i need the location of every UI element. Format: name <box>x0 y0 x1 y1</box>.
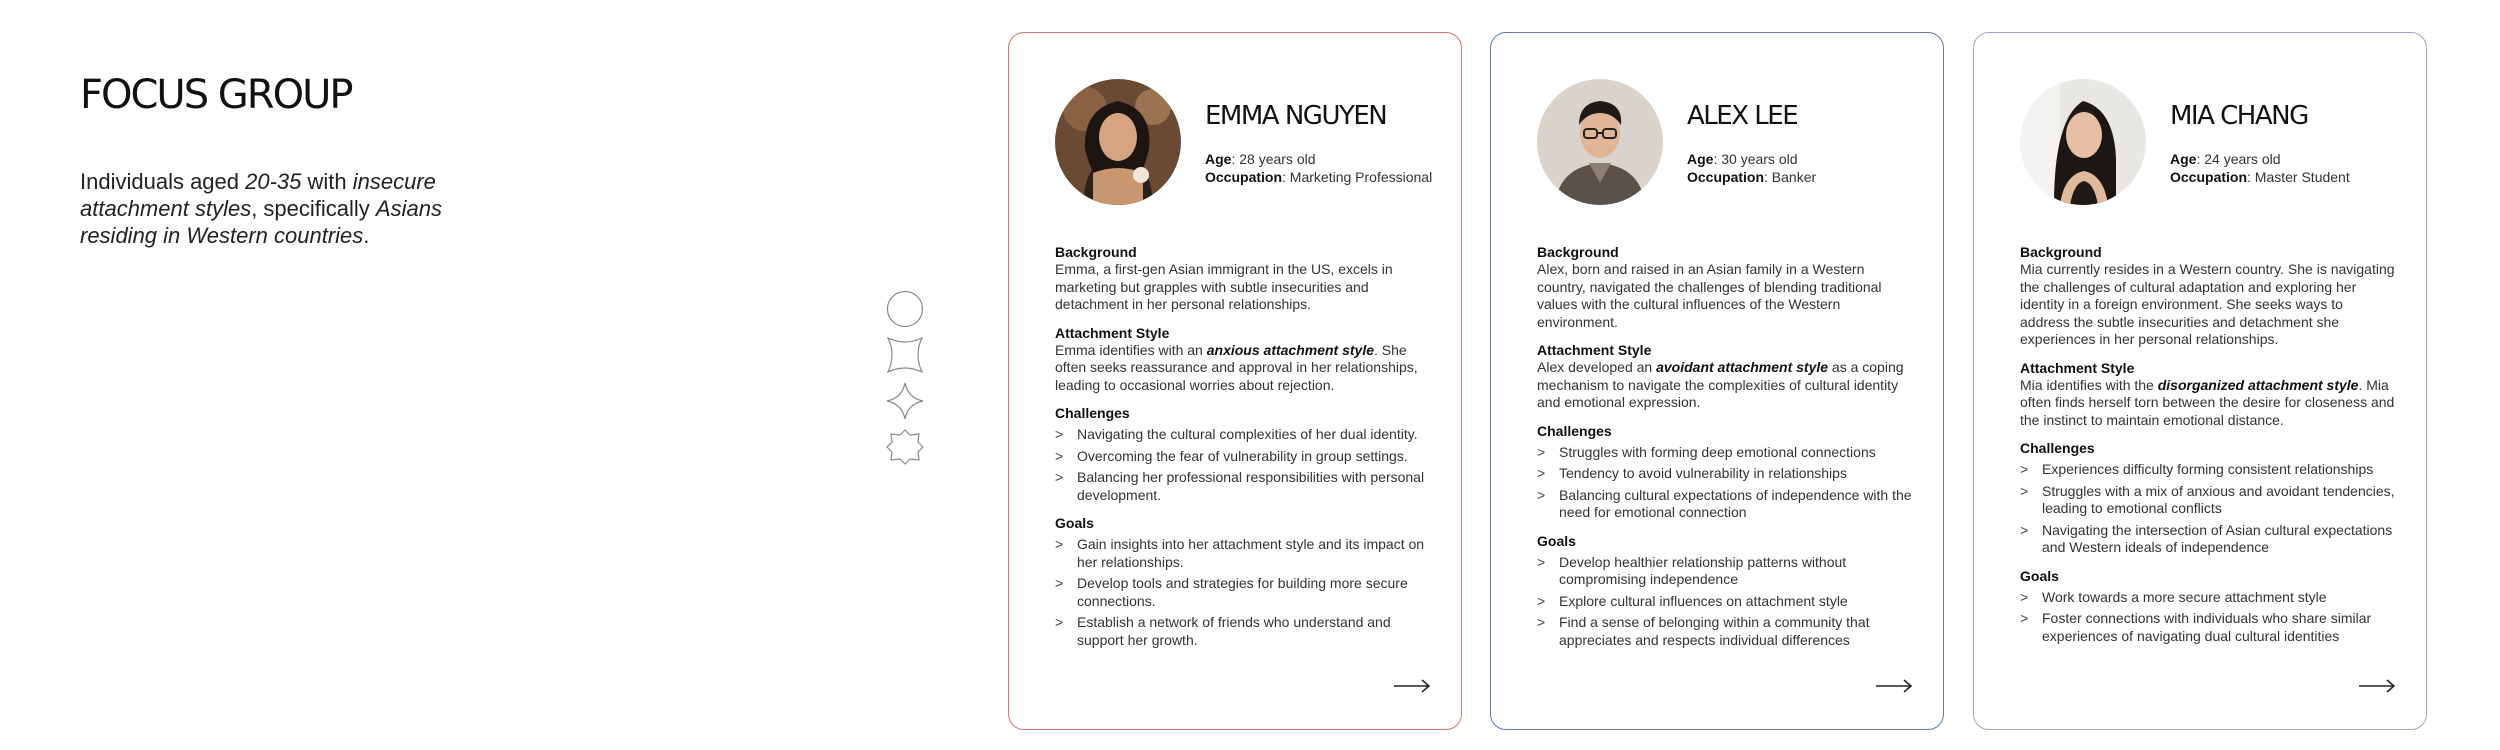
intro-age-range: 20-35 <box>245 169 302 194</box>
background-text: Alex, born and raised in an Asian family in a Western country, navigated the challenges of blending traditional values with the cultural influences of the Western environment. <box>1537 261 1882 330</box>
intro-part-1: Individuals aged <box>80 169 246 194</box>
age-label: Age <box>1205 151 1232 167</box>
goals-list <box>1537 554 1913 650</box>
persona-details <box>1537 243 1913 659</box>
list-item: > Foster connections with individuals who share similar experiences of navigating dual cultural identities <box>2020 610 2396 645</box>
pinched-square-shape-icon <box>886 336 924 374</box>
age-value: : 28 years old <box>1231 151 1316 167</box>
intro-part-4: . <box>363 223 370 248</box>
persona-card-emma <box>1008 32 1462 730</box>
challenges-heading: Challenges <box>1055 405 1130 421</box>
avatar-mia <box>2020 79 2146 205</box>
persona-card-alex <box>1490 32 1944 730</box>
circle-shape-icon <box>886 290 924 328</box>
avatar-emma <box>1055 79 1181 205</box>
persona-name: ALEX LEE <box>1687 101 1798 131</box>
challenges-heading: Challenges <box>2020 440 2095 456</box>
four-point-star-shape-icon <box>886 382 924 420</box>
attachment-heading: Attachment Style <box>2020 359 2135 376</box>
occupation-label: Occupation <box>1687 169 1765 185</box>
attachment-text <box>1055 342 1431 395</box>
persona-details <box>1055 243 1431 659</box>
list-item: > Develop tools and strategies for building more secure connections. <box>1055 575 1431 610</box>
intro-group-term: Asians residing in Western countries <box>80 196 442 248</box>
goals-list <box>1055 536 1431 649</box>
persona-details <box>2020 243 2396 655</box>
decorative-shapes <box>886 290 930 474</box>
occupation-label: Occupation <box>2170 169 2248 185</box>
challenges-list <box>2020 461 2396 557</box>
list-item: > Struggles with a mix of anxious and avoidant tendencies, leading to emotional conflicts <box>2020 483 2396 518</box>
persona-meta <box>1205 150 1432 186</box>
background-text: Mia currently resides in a Western country. She is navigating the challenges of cultural adaptation and exploring her identity in a foreign environment. She seeks ways to address the subtle insecurities and detachment she experiences in her personal relationships. <box>2020 261 2395 347</box>
intro-text <box>80 168 480 249</box>
list-item: > Struggles with forming deep emotional connections <box>1537 444 1913 462</box>
persona-name: MIA CHANG <box>2170 101 2308 131</box>
next-arrow-icon[interactable] <box>2358 679 2396 693</box>
age-value: : 24 years old <box>2196 151 2281 167</box>
attachment-pre: Mia identifies with the <box>2020 376 2158 393</box>
background-heading: Background <box>1055 244 1137 260</box>
list-item: > Work towards a more secure attachment style <box>2020 589 2396 607</box>
list-item: > Find a sense of belonging within a community that appreciates and respects individual differences <box>1537 614 1913 649</box>
page-title: FOCUS GROUP <box>80 72 352 118</box>
background-heading: Background <box>2020 244 2102 260</box>
avatar-alex <box>1537 79 1663 205</box>
list-item: > Tendency to avoid vulnerability in relationships <box>1537 465 1913 483</box>
intro-part-2: with <box>301 169 353 194</box>
occupation-value: : Master Student <box>2247 169 2350 185</box>
list-item: > Balancing her professional responsibilities with personal development. <box>1055 469 1431 504</box>
attachment-heading: Attachment Style <box>1055 324 1170 341</box>
scalloped-badge-shape-icon <box>886 428 924 466</box>
attachment-term: disorganized attachment style <box>2157 376 2359 393</box>
challenges-list <box>1537 444 1913 522</box>
attachment-post: . Mia often finds herself torn between the desire for closeness and the instinct to maintain emotional distance. <box>2020 376 2395 428</box>
list-item: > Explore cultural influences on attachment style <box>1537 593 1913 611</box>
attachment-term: anxious attachment style <box>1206 341 1375 358</box>
persona-meta <box>2170 150 2350 186</box>
next-arrow-icon[interactable] <box>1393 679 1431 693</box>
age-label: Age <box>1687 151 1714 167</box>
list-item: > Navigating the cultural complexities of her dual identity. <box>1055 426 1431 444</box>
persona-card-mia <box>1973 32 2427 730</box>
occupation-value: : Marketing Professional <box>1282 169 1433 185</box>
list-item: > Develop healthier relationship patterns without compromising independence <box>1537 554 1913 589</box>
goals-heading: Goals <box>1055 515 1094 531</box>
list-item: > Establish a network of friends who understand and support her growth. <box>1055 614 1431 649</box>
attachment-pre: Emma identifies with an <box>1055 341 1207 358</box>
list-item: > Overcoming the fear of vulnerability in group settings. <box>1055 448 1431 466</box>
background-heading: Background <box>1537 244 1619 260</box>
persona-name: EMMA NGUYEN <box>1205 101 1387 131</box>
attachment-post: . She often seeks reassurance and approval in her relationships, leading to occasional worries about rejection. <box>1055 341 1418 393</box>
challenges-list <box>1055 426 1431 504</box>
next-arrow-icon[interactable] <box>1875 679 1913 693</box>
list-item: > Gain insights into her attachment style and its impact on her relationships. <box>1055 536 1431 571</box>
age-label: Age <box>2170 151 2197 167</box>
intro-style-term: insecure attachment styles <box>80 169 436 221</box>
attachment-post: as a coping mechanism to navigate the complexities of cultural identity and emotional expression. <box>1537 359 1904 410</box>
list-item: > Experiences difficulty forming consistent relationships <box>2020 461 2396 479</box>
goals-heading: Goals <box>2020 567 2059 584</box>
goals-heading: Goals <box>1537 532 1576 549</box>
list-item: > Balancing cultural expectations of independence with the need for emotional connection <box>1537 487 1913 522</box>
attachment-term: avoidant attachment style <box>1656 359 1829 375</box>
attachment-pre: Alex developed an <box>1537 359 1657 375</box>
challenges-heading: Challenges <box>1537 422 1612 439</box>
attachment-text <box>1537 359 1913 412</box>
age-value: : 30 years old <box>1713 151 1798 167</box>
attachment-heading: Attachment Style <box>1537 342 1652 358</box>
attachment-text <box>2020 377 2396 430</box>
background-text: Emma, a first-gen Asian immigrant in the US, excels in marketing but grapples with subtle insecurities and detachment in her personal relationships. <box>1055 261 1393 312</box>
persona-meta <box>1687 150 1816 186</box>
intro-part-3: , specifically <box>251 196 376 221</box>
goals-list <box>2020 589 2396 646</box>
occupation-value: : Banker <box>1764 169 1817 185</box>
list-item: > Navigating the intersection of Asian cultural expectations and Western ideals of independence <box>2020 522 2396 557</box>
occupation-label: Occupation <box>1205 169 1283 185</box>
